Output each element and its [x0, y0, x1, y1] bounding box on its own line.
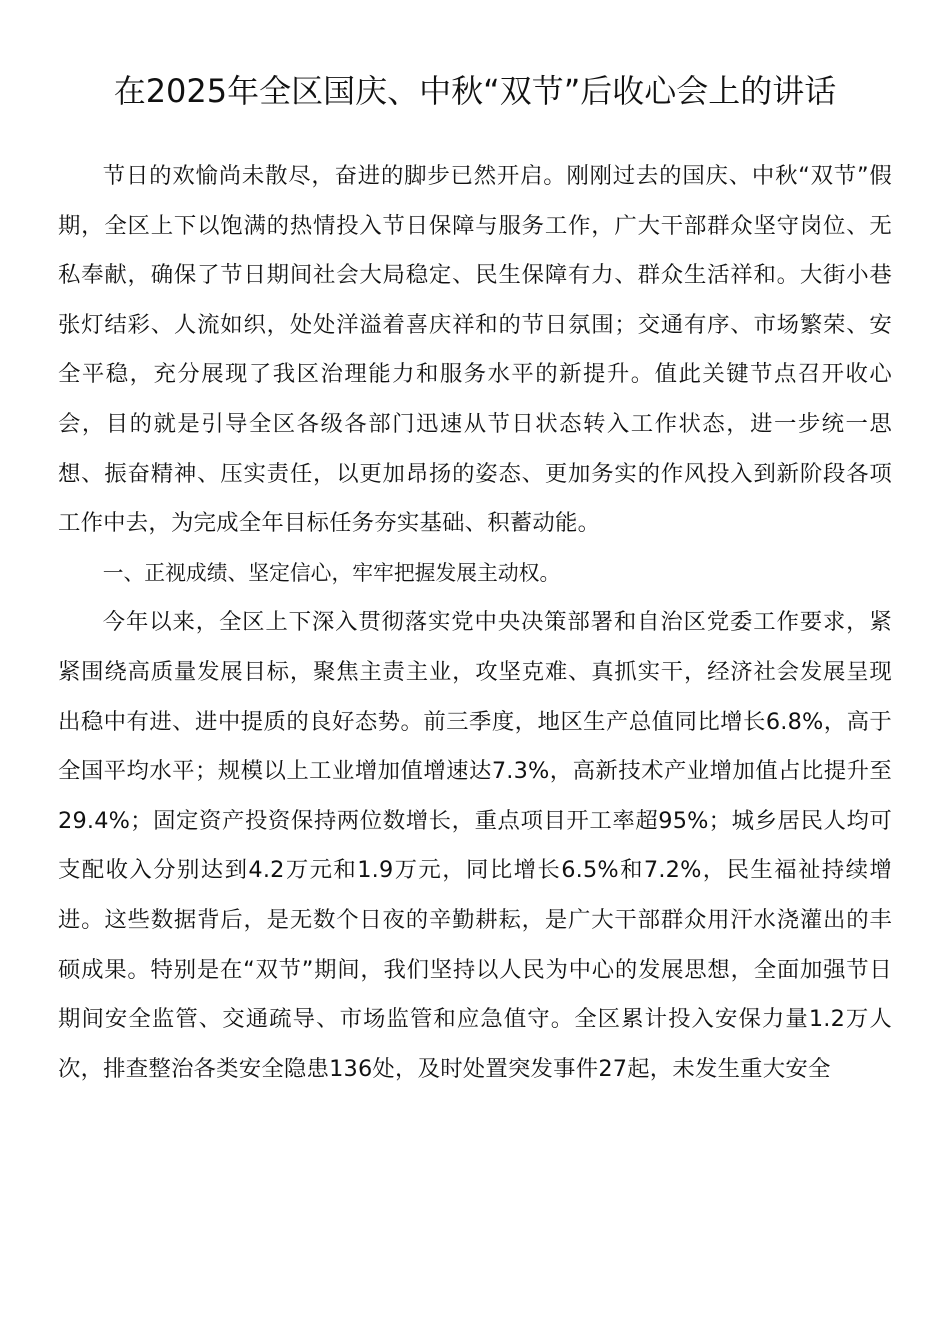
- document-title: 在2025年全区国庆、中秋“双节”后收心会上的讲话: [113, 72, 837, 110]
- section-paragraph: 今年以来，全区上下深入贯彻落实党中央决策部署和自治区党委工作要求，紧紧围绕高质量发展目标，聚焦主责主业，攻坚克难、真抓实干，经济社会发展呈现出稳中有进、进中提质的良好态势。前三季度，地区生产总值同比增长6.8%，高于全国平均水平；规模以上工业增加值增速达7.3%，高新技术产业增加值占比提升至29.4%；固定资产投资保持两位数增长，重点项目开工率超95%；城乡居民人均可支配收入分别达到4.2万元和1.9万元，同比增长6.5%和7.2%，民生福祉持续增进。这些数据背后，是无数个日夜的辛勤耕耘，是广大干部群众用汗水浇灌出的丰硕成果。特别是在“双节”期间，我们坚持以人民为中心的发展思想，全面加强节日期间安全监管、交通疏导、市场监管和应急值守。全区累计投入安保力量1.2万人次，排查整治各类安全隐患136处，及时处置突发事件27起，未发生重大安全: [58, 609, 892, 1082]
- section-heading: 一、正视成绩、坚定信心，牢牢把握发展主动权。: [102, 560, 561, 585]
- document-body: [58, 152, 892, 1094]
- intro-paragraph: 节日的欢愉尚未散尽，奋进的脚步已然开启。刚刚过去的国庆、中秋“双节”假期，全区上下以饱满的热情投入节日保障与服务工作，广大干部群众坚守岗位、无私奉献，确保了节日期间社会大局稳定、民生保障有力、群众生活祥和。大街小巷张灯结彩、人流如织，处处洋溢着喜庆祥和的节日氛围；交通有序、市场繁荣、安全平稳，充分展现了我区治理能力和服务水平的新提升。值此关键节点召开收心会，目的就是引导全区各级各部门迅速从节日状态转入工作状态，进一步统一思想、振奋精神、压实责任，以更加昂扬的姿态、更加务实的作风投入到新阶段各项工作中去，为完成全年目标任务夯实基础、积蓄动能。: [58, 163, 892, 537]
